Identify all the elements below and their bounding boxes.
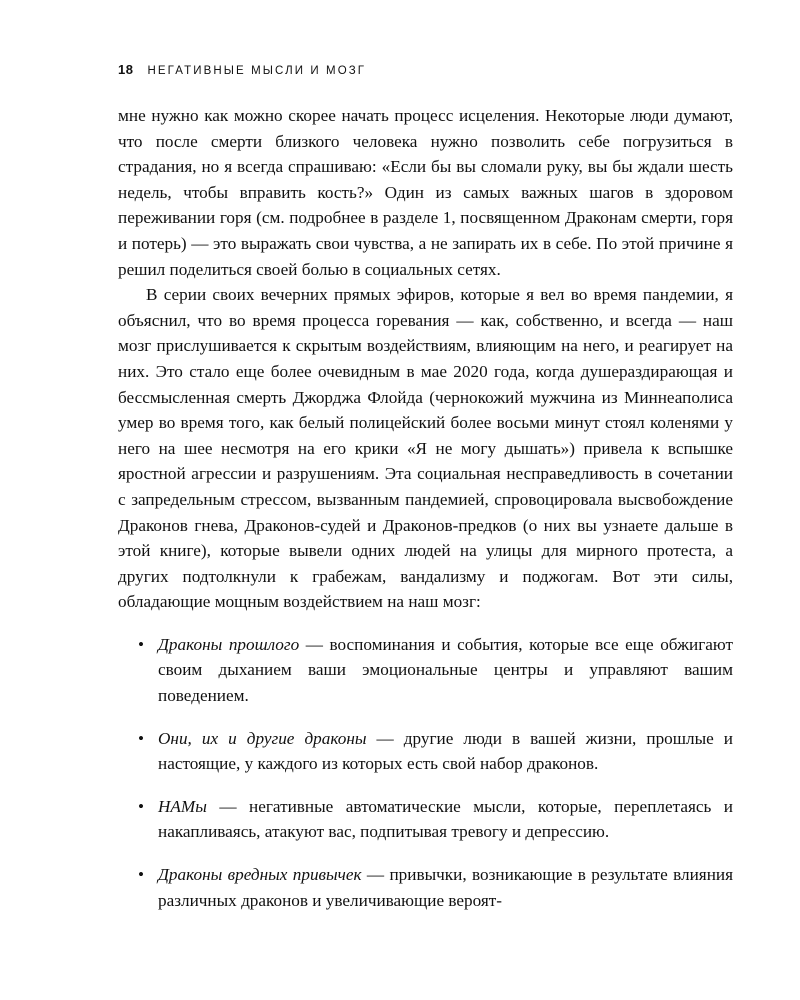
page-number: 18 — [118, 62, 134, 77]
list-item-text: — воспоминания и события, которые все еще обжигают своим дыханием ваши эмоциональные центры и управляют вашим поведением. — [158, 634, 733, 706]
body-text — [118, 103, 733, 913]
list-item-text: — другие люди в вашей жизни, прошлые и настоящие, у каждого из которых есть свой набор драконов. — [158, 728, 733, 774]
running-title: НЕГАТИВНЫЕ МЫСЛИ И МОЗГ — [147, 65, 367, 77]
list-item — [118, 632, 733, 709]
bullet-list — [118, 632, 733, 913]
list-item-term: Они, их и другие драконы — [158, 728, 367, 748]
paragraph-1: мне нужно как можно скорее начать процесс исцеления. Некоторые люди думают, что после смерти близкого человека нужно позволить себе погрузиться в страдания, но я всегда спрашиваю: «Если бы вы сломали руку, вы бы ждали шесть недель, чтобы вправить кость?» Один из самых важных шагов в здоровом переживании горя (см. подробнее в разделе 1, посвященном Драконам смерти, горя и потерь) — это выражать свои чувства, а не запирать их в себе. По этой причине я решил поделиться своей болью в социальных сетях. — [118, 106, 733, 279]
running-head — [118, 62, 730, 77]
list-item-text: — привычки, возникающие в результате влияния различных драконов и увеличивающие вероят- — [158, 865, 734, 910]
list-item-text: — негативные автоматические мысли, которые, переплетаясь и накапливаясь, атакуют вас, подпитывая тревогу и депрессию. — [158, 796, 733, 842]
list-item — [118, 794, 733, 845]
list-item-term: Драконы прошлого — [158, 634, 300, 654]
list-item-term: НАМы — [158, 796, 207, 816]
bullet-icon: • — [138, 796, 145, 816]
list-item — [118, 726, 733, 777]
bullet-icon: • — [138, 634, 145, 654]
paragraph-2: В серии своих вечерних прямых эфиров, которые я вел во время пандемии, я объяснил, что во время процесса горевания — как, собственно, и всегда — наш мозг прислушивается к скрытым воздействиям, влияющим на него, и реагирует на них. Это стало еще более очевидным в мае 2020 года, когда душераздирающая и бессмысленная смерть Джорджа Флойда (чернокожий мужчина из Миннеаполиса умер во время того, как белый полицейский более восьми минут стоял коленями у него на шее несмотря на его крики «Я не могу дышать») привела к вспышке яростной агрессии и разрушениям. Эта социальная несправедливость в сочетании с запредельным стрессом, вызванным пандемией, спровоцировала высвобождение Драконов гнева, Драконов-судей и Драконов-предков (о них вы узнаете дальше в этой книге), которые вывели одних людей на улицы для мирного протеста, а других подтолкнули к грабежам, вандализму и поджогам. Вот эти силы, обладающие мощным воздействием на наш мозг: — [118, 285, 733, 612]
bullet-icon: • — [138, 728, 145, 748]
list-item — [118, 862, 733, 913]
bullet-icon: • — [138, 865, 145, 885]
list-item-term: Драконы вредных привычек — [158, 865, 362, 885]
